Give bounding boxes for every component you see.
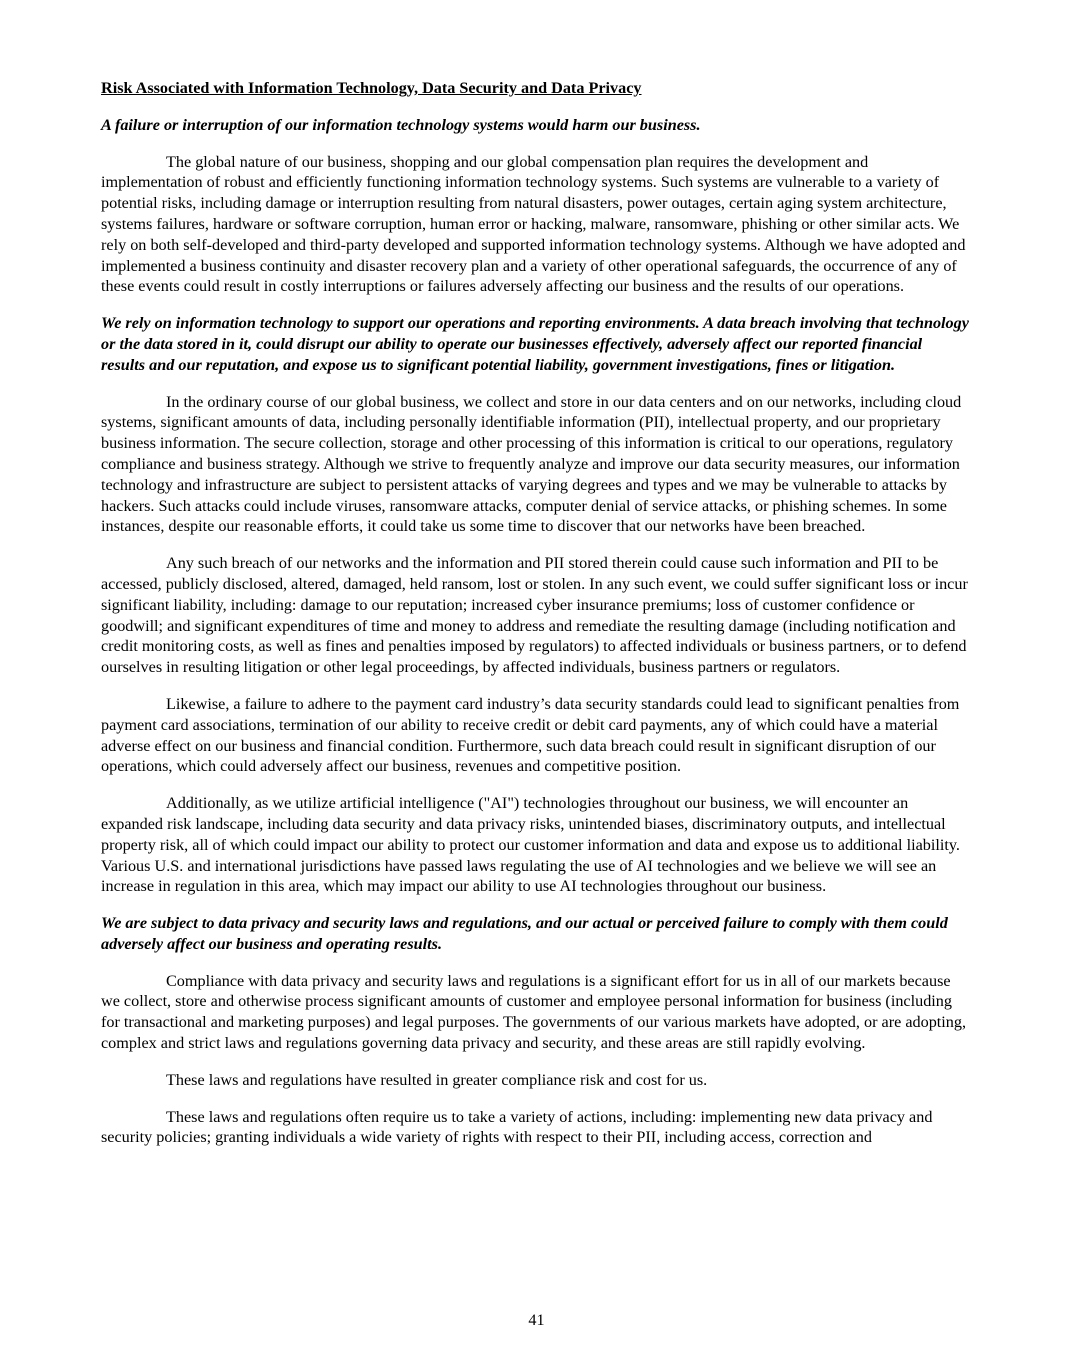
- paragraph-ai-technologies: Additionally, as we utilize artificial intelligence ("AI") technologies throughout our business, we will encounter an expanded risk landscape, including data security and data privacy risks, unintended biases, discriminatory outputs, and intellectual property risk, all of which could impact our ability to protect our customer information and data and expose us to additional liability. Various U.S. and international jurisdictions have passed laws regulating the use of AI technologies and we believe we will see an increase in regulation in this area, which may impact our ability to use AI technologies throughout our business.: [101, 794, 960, 896]
- risk-factor-heading-data-breach: We rely on information technology to support our operations and reporting environments. A data breach involving that technology or the data stored in it, could disrupt our ability to operate our businesses effectively, adversely affect our reported financial results and our reputation, and expose us to significant potential liability, government investigations, fines or litigation.: [101, 314, 969, 374]
- paragraph-compliance-risk-cost: These laws and regulations have resulted in greater compliance risk and cost for us.: [166, 1070, 708, 1089]
- risk-factor-heading-it-failure: A failure or interruption of our information technology systems would harm our business.: [101, 115, 701, 134]
- paragraph-compliance-effort: Compliance with data privacy and security laws and regulations is a significant effort for us in all of our markets because we collect, store and otherwise process significant amounts of customer and employee personal information for business (including for transactional and marketing purposes) and legal purposes. The governments of our various markets have adopted, or are adopting, complex and strict laws and regulations governing data privacy and security, and these areas are still rapidly evolving.: [101, 971, 967, 1053]
- paragraph-payment-card: Likewise, a failure to adhere to the payment card industry’s data security standards could lead to significant penalties from payment card associations, termination of our ability to receive credit or debit card payments, any of which could have a material adverse effect on our business and financial condition. Furthermore, such data breach could result in significant disruption of our operations, which could adversely affect our business, revenues and competitive position.: [101, 694, 960, 776]
- paragraph-global-nature: The global nature of our business, shopping and our global compensation plan requires the development and implementation of robust and efficiently functioning information technology systems. Such systems are vulnerable to a variety of potential risks, including damage or interruption resulting from natural disasters, power outages, certain aging system architecture, systems failures, hardware or software corruption, human error or hacking, malware, ransomware, phishing or other similar acts. We rely on both self-developed and third-party developed and supported information technology systems. Although we have adopted and implemented a business continuity and disaster recovery plan and a variety of other operational safeguards, the occurrence of any of these events could result in costly interruptions or failures adversely affecting our business and the results of our operations.: [101, 152, 966, 296]
- paragraph-breach-consequences: Any such breach of our networks and the information and PII stored therein could cause such information and PII to be accessed, publicly disclosed, altered, damaged, held ransom, lost or stolen. In any such event, we could suffer significant loss or incur significant liability, including: damage to our reputation; increased cyber insurance premiums; loss of customer confidence or goodwill; and significant expenditures of time and money to address and remediate the resulting damage (including notification and credit monitoring costs, as well as fines and penalties imposed by regulators) to affected individuals or business partners, or to defend ourselves in resulting litigation or other legal proceedings, by affected individuals, business partners or regulators.: [101, 554, 968, 677]
- page-number: 41: [528, 1311, 545, 1329]
- section-heading: Risk Associated with Information Technology, Data Security and Data Privacy: [101, 79, 642, 97]
- document-body: [101, 78, 970, 1164]
- paragraph-required-actions: These laws and regulations often require us to take a variety of actions, including: implementing new data privacy and security policies; granting individuals a wide variety of rights with respect to their PII, including access, correction and: [101, 1107, 933, 1147]
- risk-factor-heading-privacy-laws: We are subject to data privacy and security laws and regulations, and our actual or perceived failure to comply with them could adversely affect our business and operating results.: [101, 914, 948, 953]
- paragraph-ordinary-course: In the ordinary course of our global business, we collect and store in our data centers and on our networks, including cloud systems, significant amounts of data, including personally identifiable information (PII), intellectual property, and our proprietary business information. The secure collection, storage and other processing of this information is critical to our operations, regulatory compliance and business strategy. Although we strive to frequently analyze and improve our data security measures, our information technology and infrastructure are subject to persistent attacks of varying degrees and types and we may be vulnerable to attacks by hackers. Such attacks could include viruses, ransomware attacks, computer denial of service attacks, or phishing schemes. In some instances, despite our reasonable efforts, it could take us some time to discover that our networks have been breached.: [101, 392, 962, 536]
